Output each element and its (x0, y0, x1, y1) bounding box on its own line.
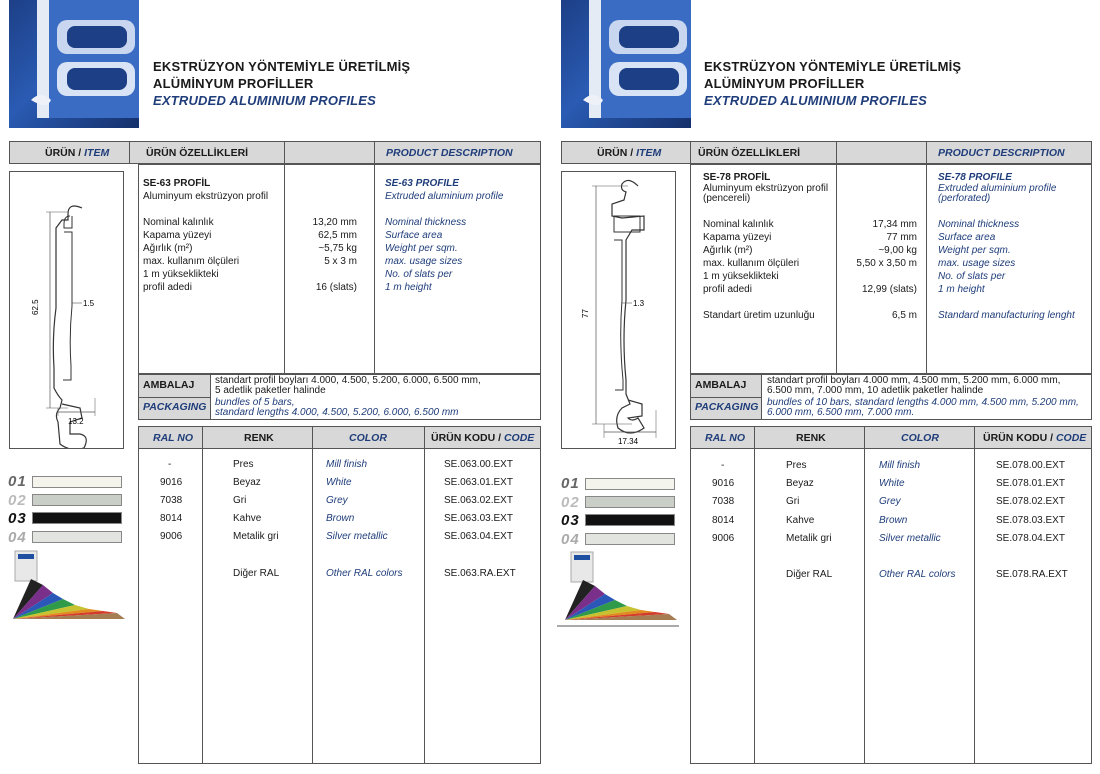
spec-value: 6,5 m (891, 310, 917, 321)
cell-code: SE.063.00.EXT (444, 459, 513, 470)
cell-color: White (326, 477, 352, 488)
spec-value: 77 mm (886, 232, 917, 243)
swatch-mill (585, 478, 675, 490)
cell-ral: 9006 (712, 533, 735, 544)
product-sub: Aluminyum ekstrüzyon profil (143, 191, 269, 202)
cell-color: Silver metallic (879, 533, 941, 544)
spec-value: 16 (slats) (315, 282, 357, 293)
spec-label: 1 m yükseklikteki (143, 269, 219, 280)
ambalaj-text-1: standart profil boyları 4.000 mm, 4.500 mm, 5.200 mm, 6.000 mm, (767, 375, 1061, 386)
cell-code: SE.078.01.EXT (996, 478, 1065, 489)
cell-renk: Beyaz (786, 478, 814, 489)
spec-label: Nominal kalınlık (703, 219, 774, 230)
spec-label-en: Nominal thickness (385, 217, 467, 228)
spec-value: ~5,75 kg (318, 243, 357, 254)
spec-label-en: Weight per sqm. (938, 245, 1011, 256)
cell-color: Other RAL colors (879, 569, 956, 580)
product-sub-en: Extruded aluminium profile (385, 191, 504, 202)
profile-drawing-svg (10, 172, 123, 448)
ambalaj-label: AMBALAJ (139, 375, 210, 397)
spec-value: 62,5 mm (318, 230, 357, 241)
spec-label: Kapama yüzeyi (703, 232, 772, 243)
ral-fan-icon (557, 550, 682, 627)
packaging-text-1: bundles of 5 bars, (215, 397, 295, 408)
swatch-black (585, 514, 675, 526)
col-renk: RENK (796, 432, 826, 444)
header-item: ÜRÜN / ITEM (45, 147, 110, 159)
color-table-header (690, 426, 1092, 449)
cell-renk: Diğer RAL (233, 568, 280, 579)
product-sub: Aluminyum ekstrüzyon profil (703, 183, 829, 194)
swatch-label: 01 (8, 473, 27, 490)
dim-width: 13.2 (68, 417, 84, 426)
profile-photo (561, 0, 691, 128)
spec-value: 17,34 mm (872, 219, 917, 230)
product-sub-en: Extruded aluminium profile (938, 183, 1057, 194)
cell-code: SE.078.02.EXT (996, 496, 1065, 507)
spec-label-en: 1 m height (938, 284, 985, 295)
cell-code: SE.063.03.EXT (444, 513, 513, 524)
spec-label-en: Surface area (938, 232, 996, 243)
packaging-text-2: standard lengths 4.000, 4.500, 5.200, 6.000, 6.500 mm (215, 407, 459, 418)
spec-value: 12,99 (slats) (861, 284, 917, 295)
spec-label: 1 m yükseklikteki (703, 271, 779, 282)
swatch-silver (585, 533, 675, 545)
ambalaj-text-2: 6.500 mm, 7.000 mm, 10 adetlik paketler halinde (767, 385, 984, 396)
features-box (690, 164, 1092, 374)
profile-drawing (561, 171, 676, 449)
spec-value: 5,50 x 3,50 m (856, 258, 917, 269)
product-sub2: (pencereli) (703, 193, 751, 204)
cell-ral: 8014 (160, 513, 183, 524)
swatch-label: 02 (8, 492, 27, 509)
cell-code: SE.063.04.EXT (444, 531, 513, 542)
cell-renk: Kahve (233, 513, 262, 524)
cell-color: Other RAL colors (326, 568, 403, 579)
col-ral: RAL NO (705, 432, 746, 444)
cell-renk: Kahve (786, 515, 815, 526)
cell-ral: 9016 (712, 478, 735, 489)
spec-label: Ağırlık (m²) (143, 243, 193, 254)
header-features: ÜRÜN ÖZELLİKLERİ (146, 147, 249, 159)
ambalaj-label: AMBALAJ (691, 375, 761, 397)
packaging-text-1: bundles of 10 bars, standard lengths 4.000 mm, 4.500 mm, 5.200 mm, (767, 397, 1079, 408)
spec-label-en: 1 m height (385, 282, 432, 293)
spec-label-en: No. of slats per (385, 269, 453, 280)
title-tr-line1: EKSTRÜZYON YÖNTEMİYLE ÜRETİLMİŞ (153, 59, 411, 74)
title-en: EXTRUDED ALUMINIUM PROFILES (153, 93, 377, 108)
swatch-black (32, 512, 122, 524)
dim-thickness: 1.3 (633, 299, 645, 308)
swatch-label: 03 (561, 512, 580, 529)
cell-color: Brown (326, 513, 355, 524)
cell-code: SE.063.RA.EXT (444, 568, 516, 579)
spec-label-en: Nominal thickness (938, 219, 1020, 230)
cell-renk: Pres (786, 460, 807, 471)
cell-renk: Gri (233, 495, 247, 506)
cell-ral: - (721, 460, 725, 471)
cell-renk: Beyaz (233, 477, 261, 488)
col-ral: RAL NO (153, 432, 194, 444)
cell-color: Mill finish (326, 459, 368, 470)
cell-color: Grey (326, 495, 348, 506)
col-color: COLOR (901, 432, 939, 444)
spec-label: Ağırlık (m²) (703, 245, 753, 256)
spec-label: max. kullanım ölçüleri (703, 258, 800, 269)
cell-color: Mill finish (879, 460, 921, 471)
swatch-silver (32, 531, 122, 543)
title-tr-line2: ALÜMİNYUM PROFİLLER (704, 76, 865, 91)
cell-ral: 9016 (160, 477, 183, 488)
product-sub2-en: (perforated) (938, 193, 991, 204)
swatch-label: 03 (8, 510, 27, 527)
ambalaj-text-2: 5 adetlik paketler halinde (215, 385, 326, 396)
col-code: ÜRÜN KODU / CODE (431, 432, 535, 444)
cell-ral: 9006 (160, 531, 183, 542)
profile-photo-graphic (9, 0, 139, 128)
dim-thickness: 1.5 (83, 299, 95, 308)
spec-label-en: Weight per sqm. (385, 243, 458, 254)
cell-code: SE.078.RA.EXT (996, 569, 1068, 580)
product-name: SE-78 PROFİL (703, 172, 771, 183)
swatch-grey (32, 494, 122, 506)
cell-color: White (879, 478, 905, 489)
product-name-en: SE-78 PROFILE (938, 172, 1012, 183)
swatch-label: 04 (8, 529, 27, 546)
title-tr-line1: EKSTRÜZYON YÖNTEMİYLE ÜRETİLMİŞ (704, 59, 962, 74)
cell-code: SE.078.04.EXT (996, 533, 1065, 544)
spec-label: max. kullanım ölçüleri (143, 256, 240, 267)
spec-value: ~9,00 kg (878, 245, 917, 256)
cell-renk: Metalik gri (233, 531, 279, 542)
cell-color: Brown (879, 515, 908, 526)
profile-photo-graphic (561, 0, 691, 128)
cell-ral: 7038 (160, 495, 183, 506)
cell-ral: 7038 (712, 496, 735, 507)
title-tr-line2: ALÜMİNYUM PROFİLLER (153, 76, 314, 91)
table-header (9, 141, 541, 164)
spec-label-en: No. of slats per (938, 271, 1006, 282)
spec-label: Nominal kalınlık (143, 217, 214, 228)
cell-renk: Metalik gri (786, 533, 832, 544)
profile-photo (9, 0, 139, 128)
spec-value: 5 x 3 m (324, 256, 357, 267)
product-name: SE-63 PROFİL (143, 178, 211, 189)
spec-label: profil adedi (703, 284, 752, 295)
packaging-label: PACKAGING (139, 397, 210, 419)
table-header (561, 141, 1092, 164)
color-table (690, 426, 1092, 764)
dim-height: 62.5 (31, 299, 40, 315)
cell-renk: Pres (233, 459, 254, 470)
dim-width: 17.34 (618, 437, 639, 446)
cell-renk: Diğer RAL (786, 569, 833, 580)
cell-renk: Gri (786, 496, 800, 507)
packaging-text-2: 6.000 mm, 6.500 mm, 7.000 mm. (767, 407, 915, 418)
header-features: ÜRÜN ÖZELLİKLERİ (698, 147, 801, 159)
spec-value: 13,20 mm (312, 217, 357, 228)
cell-ral: - (168, 459, 172, 470)
profile-drawing-svg (562, 172, 675, 448)
cell-code: SE.063.02.EXT (444, 495, 513, 506)
dim-height: 77 (581, 309, 590, 318)
cell-color: Silver metallic (326, 531, 388, 542)
title-en: EXTRUDED ALUMINIUM PROFILES (704, 93, 928, 108)
spec-label-en: Surface area (385, 230, 443, 241)
spec-label: Kapama yüzeyi (143, 230, 212, 241)
spec-label: Standart üretim uzunluğu (703, 310, 815, 321)
swatch-mill (32, 476, 122, 488)
cell-color: Grey (879, 496, 901, 507)
spec-label: profil adedi (143, 282, 192, 293)
color-table-header (138, 426, 541, 449)
col-renk: RENK (244, 432, 274, 444)
cell-code: SE.078.03.EXT (996, 515, 1065, 526)
profile-drawing (9, 171, 124, 449)
swatch-label: 02 (561, 494, 580, 511)
spec-label-en: Standard manufacturing lenght (938, 310, 1075, 321)
ral-fan-icon (5, 549, 130, 624)
header-item: ÜRÜN / ITEM (597, 147, 662, 159)
header-description: PRODUCT DESCRIPTION (386, 147, 513, 159)
swatch-label: 01 (561, 475, 580, 492)
swatch-label: 04 (561, 531, 580, 548)
col-color: COLOR (349, 432, 387, 444)
header-description: PRODUCT DESCRIPTION (938, 147, 1065, 159)
spec-label-en: max. usage sizes (385, 256, 463, 267)
ambalaj-text-1: standart profil boyları 4.000, 4.500, 5.200, 6.000, 6.500 mm, (215, 375, 481, 386)
product-name-en: SE-63 PROFILE (385, 178, 459, 189)
cell-ral: 8014 (712, 515, 735, 526)
cell-code: SE.063.01.EXT (444, 477, 513, 488)
col-code: ÜRÜN KODU / CODE (983, 432, 1087, 444)
cell-code: SE.078.00.EXT (996, 460, 1065, 471)
swatch-grey (585, 496, 675, 508)
packaging-label: PACKAGING (691, 397, 761, 419)
spec-label-en: max. usage sizes (938, 258, 1016, 269)
